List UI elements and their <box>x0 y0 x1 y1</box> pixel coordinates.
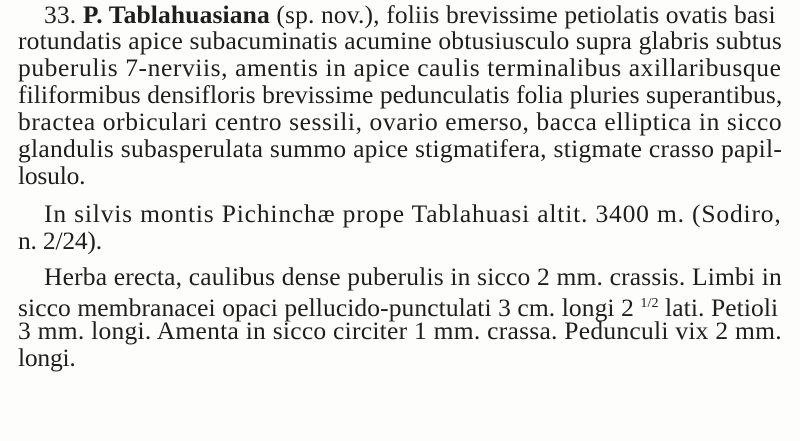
entry-line: filiformibus densifloris brevissime pedunculatis folia pluries superantibus, <box>18 80 783 109</box>
entry-first-line-text: (sp. nov.), foliis brevissime petiolatis ovatis basi <box>269 0 776 29</box>
description-text: lati. Petioli <box>658 293 779 322</box>
locality-line: n. 2/24). <box>18 226 102 255</box>
description-text: sicco membranacei opaci pellucido-punctulati 3 cm. longi 2 <box>18 293 641 322</box>
entry-line: puberulis 7-nerviis, amentis in apice caulis terminalibus axillaribusque <box>18 53 782 82</box>
description-line <box>18 289 779 322</box>
description-line: longi. <box>18 343 76 372</box>
entry-line: bractea orbiculari centro sessili, ovario emerso, bacca elliptica in sicco <box>18 107 783 136</box>
fraction: 1/2 <box>640 296 659 311</box>
entry-line: glandulis subasperulata summo apice stigmatifera, stigmate crasso papil- <box>18 134 783 163</box>
locality-line: In silvis montis Pichinchæ prope Tablahuasi altit. 3400 m. (Sodiro, <box>44 199 782 228</box>
entry-line: losulo. <box>18 161 86 190</box>
description-line: 3 mm. longi. Amenta in sicco circiter 1 mm. crassa. Pedunculi vix 2 mm. <box>18 316 782 345</box>
entry-line: rotundatis apice subacuminatis acumine obtusiusculo supra glabris subtus <box>18 26 783 55</box>
entry-number: 33. <box>44 0 77 29</box>
description-line: Herba erecta, caulibus dense puberulis in sicco 2 mm. crassis. Limbi in <box>44 262 782 291</box>
species-name: P. Tablahuasiana <box>82 0 270 29</box>
